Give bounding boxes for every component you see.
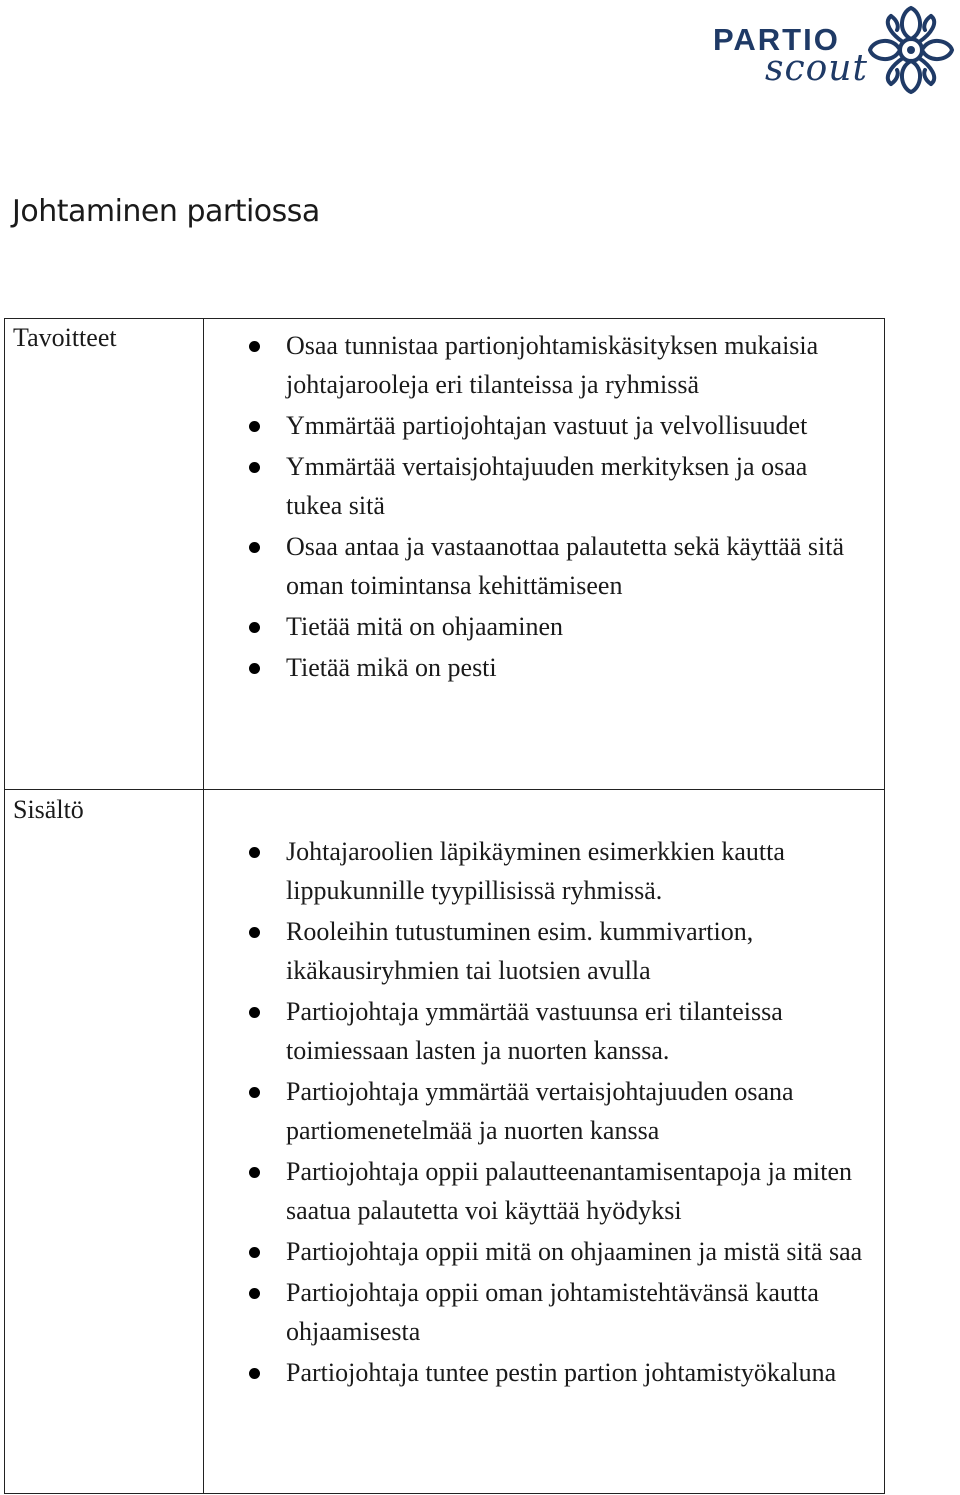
list-item: Partiojohtaja oppii mitä on ohjaaminen ja mistä sitä saa [204, 1232, 884, 1271]
logo-wordmark-partio: PARTIO [713, 22, 840, 57]
row-label-content: Sisältö [13, 795, 84, 824]
list-item: Partiojohtaja oppii oman johtamistehtävänsä kautta ohjaamisesta [204, 1273, 884, 1351]
course-table [4, 318, 885, 1494]
list-item: Tietää mikä on pesti [204, 648, 884, 687]
row-label-goals: Tavoitteet [13, 323, 117, 352]
goals-list [204, 319, 884, 687]
logo-wordmark-scout: scout [765, 48, 868, 89]
items-cell [204, 319, 885, 790]
list-item: Osaa antaa ja vastaanottaa palautetta sekä käyttää sitä oman toimintansa kehittämiseen [204, 527, 884, 605]
content-list [204, 790, 884, 1392]
label-cell [5, 790, 204, 1494]
label-cell [5, 319, 204, 790]
list-item: Partiojohtaja oppii palautteenantamisentapoja ja miten saatua palautetta voi käyttää hyödyksi [204, 1152, 884, 1230]
list-item: Rooleihin tutustuminen esim. kummivartion, ikäkausiryhmien tai luotsien avulla [204, 912, 884, 990]
list-item: Ymmärtää partiojohtajan vastuut ja velvollisuudet [204, 406, 884, 445]
list-item: Johtajaroolien läpikäyminen esimerkkien kautta lippukunnille tyypillisissä ryhmissä. [204, 832, 884, 910]
list-item: Ymmärtää vertaisjohtajuuden merkityksen ja osaa tukea sitä [204, 447, 884, 525]
items-cell [204, 790, 885, 1494]
list-item: Tietää mitä on ohjaaminen [204, 607, 884, 646]
list-item: Partiojohtaja tuntee pestin partion johtamistyökaluna [204, 1353, 884, 1392]
table-row-content [5, 790, 885, 1494]
partio-scout-logo [705, 2, 957, 98]
list-item: Partiojohtaja ymmärtää vertaisjohtajuuden osana partiomenetelmää ja nuorten kanssa [204, 1072, 884, 1150]
table-row-goals [5, 319, 885, 790]
list-item: Partiojohtaja ymmärtää vastuunsa eri tilanteissa toimiessaan lasten ja nuorten kanssa. [204, 992, 884, 1070]
page-title: Johtaminen partiossa [12, 194, 320, 229]
list-item: Osaa tunnistaa partionjohtamiskäsityksen mukaisia johtajarooleja eri tilanteissa ja ryhmissä [204, 326, 884, 404]
scout-emblem-icon [867, 4, 955, 96]
